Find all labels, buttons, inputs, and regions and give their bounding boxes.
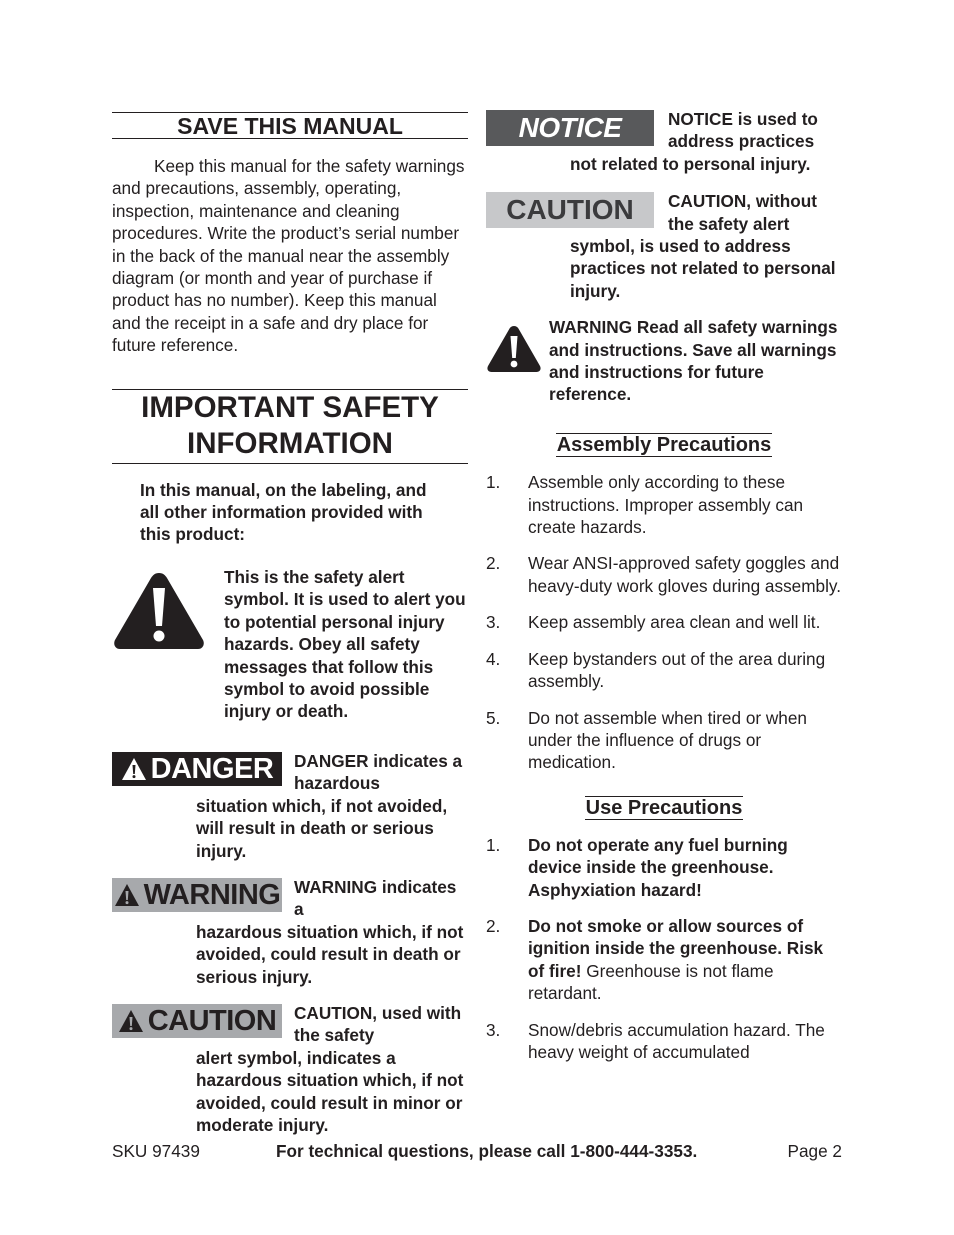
list-item: 1. Do not operate any fuel burning device inside the greenhouse. Asphyxiation hazard! [486,834,788,900]
danger-text-rest: situation which, if not avoided, will result in death or serious injury. [196,795,448,861]
caution-text-top: CAUTION, used with the safety [294,1002,462,1046]
caution-label [112,1004,282,1038]
list-item: 1. Assemble only according to these instructions. Improper assembly can create hazards. [486,472,804,538]
alert-symbol-text: This is the safety alert symbol. It is used to alert you to potential personal injury hazards. Obey all safety messages that follow this symbol to avoid possible injury or death. [224,566,466,722]
danger-block [112,750,468,862]
danger-label [112,752,282,786]
right-column [486,108,842,1077]
safety-heading-line1: IMPORTANT SAFETY [141,390,439,424]
alert-triangle-icon [118,1009,144,1033]
notice-block [486,108,842,175]
list-item: 2. Do not smoke or allow sources of ignition inside the greenhouse. Risk of fire! Greenhouse is not flame retardant. [486,915,824,1004]
warning-label [112,878,282,912]
left-column [112,112,468,1136]
safety-info-heading [112,389,468,464]
notice-text-rest: not related to personal injury. [570,153,811,174]
list-item: 3. Snow/debris accumulation hazard. The heavy weight of accumulated [486,1019,825,1062]
list-item: 5. Do not assemble when tired or when under the influence of drugs or medication. [486,707,807,773]
warning-label-text: WARNING [143,878,281,911]
warning-read-text: WARNING Read all safety warnings and instructions. Save all warnings and instructions for future reference. [549,317,838,405]
save-manual-body: Keep this manual for the safety warnings and precautions, assembly, operating, inspection, maintenance and cleaning procedures. Write the product’s serial number in the back of the manual near the assembly diagram (or month and year of purchase if product has no number). Keep this manual and the receipt in a safe and dry place for future reference. [112,156,465,356]
warning-text-rest: hazardous situation which, if not avoided, could result in death or serious injury. [196,921,464,987]
safety-heading-line2: INFORMATION [187,426,393,460]
notice-label: NOTICE [486,110,654,146]
safety-intro: In this manual, on the labeling, and all other information provided with this product: [140,479,427,545]
caution-label-text: CAUTION [147,1004,277,1037]
safety-alert-icon [112,570,206,652]
save-manual-heading: SAVE THIS MANUAL [112,112,468,139]
caution-no-symbol-label: CAUTION [486,192,654,228]
danger-label-text: DANGER [150,752,274,785]
use-heading: Use Precautions [585,796,743,819]
alert-triangle-icon [121,757,147,781]
use-heading-wrap [486,796,842,820]
caution-no-symbol-text-top: CAUTION, without the safety alert [668,191,817,234]
safety-alert-icon [486,324,542,374]
caution-block [112,1002,468,1136]
list-item: 3. Keep assembly area clean and well lit. [486,612,821,633]
caution-text-rest: alert symbol, indicates a hazardous situation which, if not avoided, could result in minor or moderate injury. [196,1047,464,1135]
alert-triangle-icon [114,883,140,907]
sku-number: SKU 97439 [112,1141,200,1161]
list-item: 4. Keep bystanders out of the area during assembly. [486,648,826,692]
warning-block [112,876,468,988]
alert-symbol-block [112,566,468,724]
caution-no-symbol-block [486,190,842,302]
warning-text-top: WARNING indicates a [294,876,457,920]
warning-read-block [486,316,842,406]
list-item: 2. Wear ANSI-approved safety goggles and heavy-duty work gloves during assembly. [486,553,842,596]
use-list [486,834,842,1064]
danger-text-top: DANGER indicates a hazardous [294,750,463,794]
caution-no-symbol-text-rest: symbol, is used to address practices not related to personal injury. [570,236,836,301]
assembly-heading-wrap [486,433,842,457]
assembly-list [486,471,842,773]
assembly-heading: Assembly Precautions [556,434,772,457]
page-number: Page 2 [787,1141,842,1161]
tech-support-line: For technical questions, please call 1-800-444-3353. [276,1141,698,1161]
notice-text-top: NOTICE is used to address practices [668,109,818,152]
